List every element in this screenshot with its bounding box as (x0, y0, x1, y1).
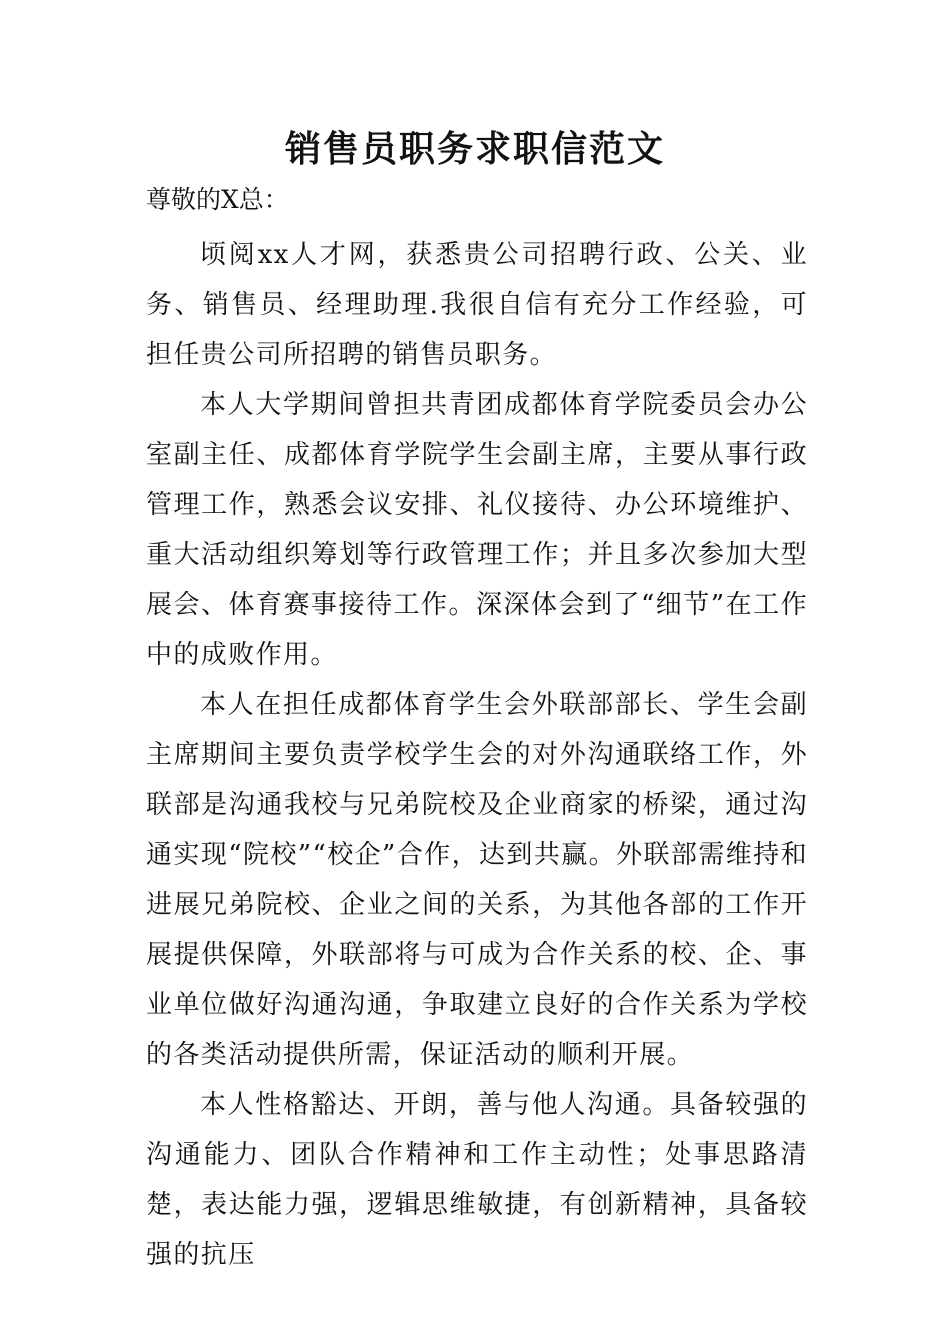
paragraph-1: 顷阅xx人才网，获悉贵公司招聘行政、公关、业务、销售员、经理助理.我很自信有充分工作经验，可担任贵公司所招聘的销售员职务。 (146, 240, 808, 370)
paragraph-2: 本人大学期间曾担共青团成都体育学院委员会办公室副主任、成都体育学院学生会副主席，主要从事行政管理工作，熟悉会议安排、礼仪接待、办公环境维护、重大活动组织筹划等行政管理工作；并且多次参加大型展会、体育赛事接待工作。深深体会到了“细节”在工作中的成败作用。 (146, 390, 808, 670)
document-title: 销售员职务求职信范文 (284, 129, 665, 170)
paragraph-3: 本人在担任成都体育学生会外联部部长、学生会副主席期间主要负责学校学生会的对外沟通联络工作，外联部是沟通我校与兄弟院校及企业商家的桥梁，通过沟通实现“院校”“校企”合作，达到共赢。外联部需维持和进展兄弟院校、企业之间的关系，为其他各部的工作开展提供保障，外联部将与可成为合作关系的校、企、事业单位做好沟通沟通，争取建立良好的合作关系为学校的各类活动提供所需，保证活动的顺利开展。 (146, 690, 808, 1070)
paragraph-4: 本人性格豁达、开朗，善与他人沟通。具备较强的沟通能力、团队合作精神和工作主动性；处事思路清楚，表达能力强，逻辑思维敏捷，有创新精神，具备较强的抗压 (146, 1090, 808, 1270)
letter-body (146, 230, 808, 1280)
greeting-line: 尊敬的X总： (146, 185, 289, 214)
